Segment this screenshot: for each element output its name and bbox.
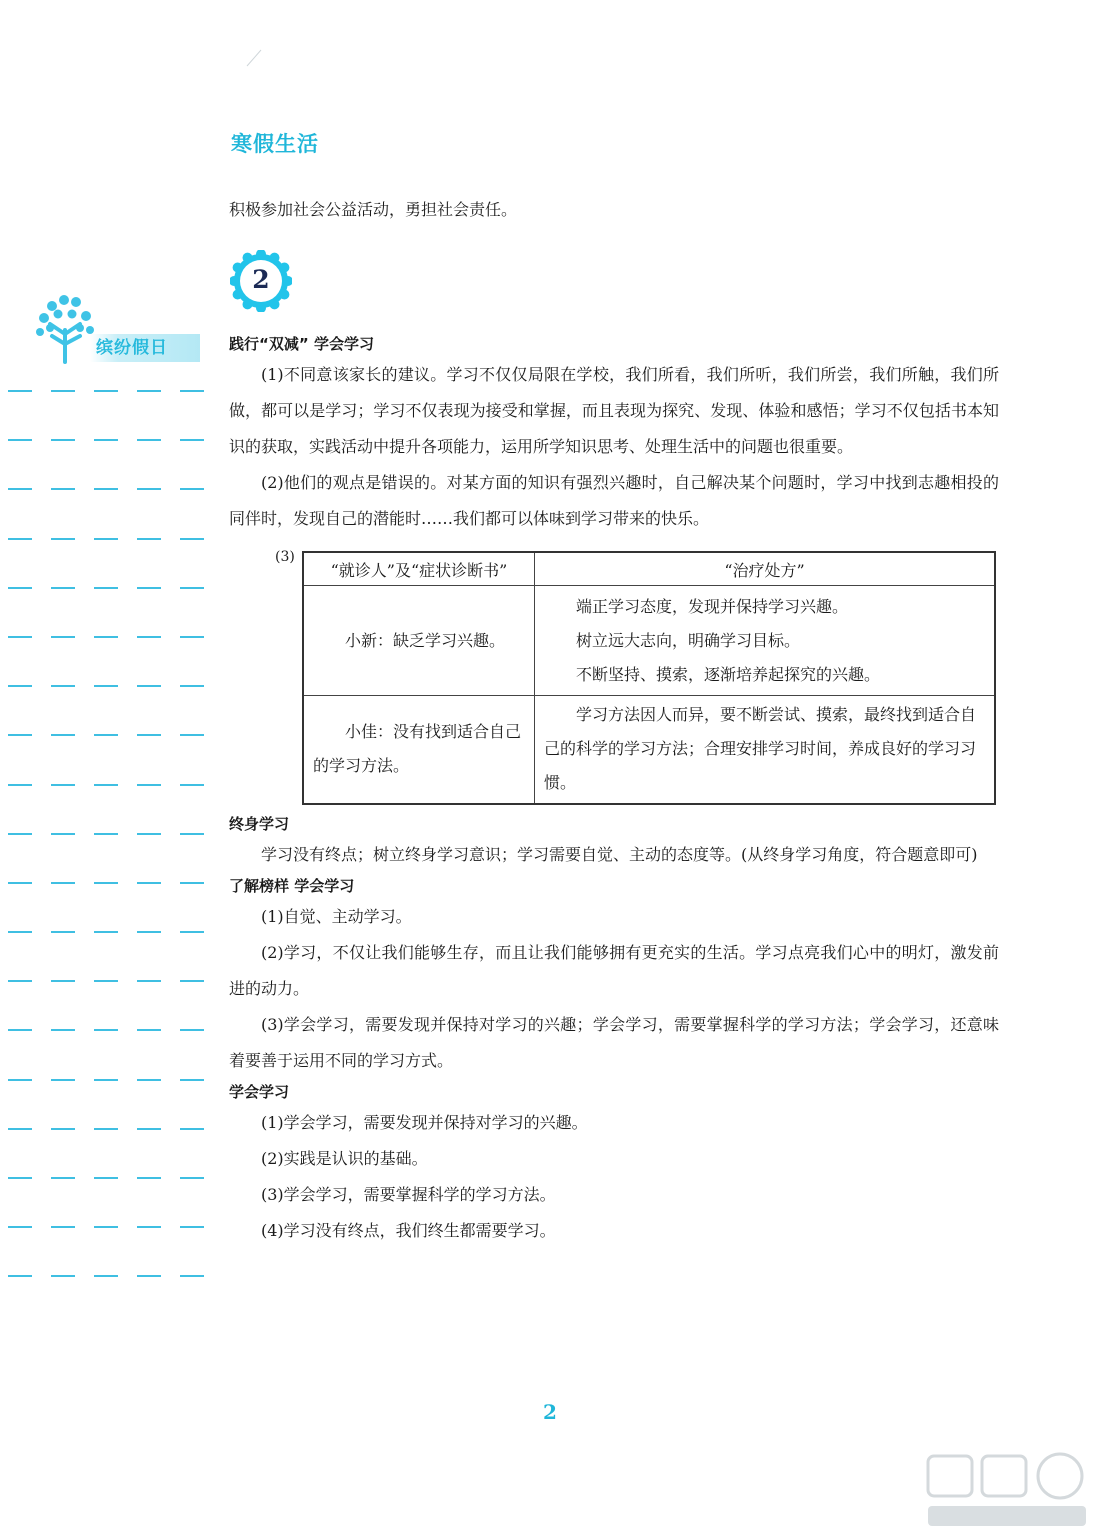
treatment-line: 树立远大志向，明确学习目标。 <box>576 630 801 650</box>
answer-paragraph: (1)学会学习，需要发现并保持对学习的兴趣。 <box>261 1113 588 1132</box>
treatment-line: 不断坚持、摸索，逐渐培养起探究的兴趣。 <box>576 664 881 684</box>
table-row <box>303 696 995 804</box>
answer-paragraph: 学习没有终点；树立终身学习意识；学习需要自觉、主动的态度等。(从终身学习角度，符合题意即可) <box>261 845 978 864</box>
note-line <box>8 488 208 537</box>
section-role-model <box>229 873 999 1079</box>
page-number: 2 <box>543 1400 557 1424</box>
answer-paragraph: (3)学会学习，需要发现并保持对学习的兴趣；学会学习，需要掌握科学的学习方法；学会学习，还意味着要善于运用不同的学习方式。 <box>229 1015 999 1070</box>
sidebar-label: 缤纷假日 <box>90 334 200 362</box>
table-label: (3) <box>275 549 295 565</box>
section-heading: 终身学习 <box>229 815 290 833</box>
note-line <box>8 390 208 439</box>
note-line <box>8 636 208 685</box>
section-heading: 学会学习 <box>229 1083 290 1101</box>
diagnosis-cell: 小新：缺乏学习兴趣。 <box>303 586 535 696</box>
section-practice <box>229 331 999 537</box>
treatment-cell <box>535 696 996 804</box>
intro-text: 积极参加社会公益活动，勇担社会责任。 <box>229 200 518 219</box>
note-lines <box>8 390 208 1325</box>
note-line <box>8 1177 208 1226</box>
note-line <box>8 538 208 587</box>
note-line <box>8 1079 208 1128</box>
answer-paragraph: (4)学习没有终点，我们终生都需要学习。 <box>261 1221 556 1240</box>
note-line <box>8 1128 208 1177</box>
watermark-logo <box>922 1450 1092 1532</box>
note-line <box>8 1275 208 1324</box>
note-line <box>8 1226 208 1275</box>
answer-paragraph: (3)学会学习，需要掌握科学的学习方法。 <box>261 1185 556 1204</box>
answer-paragraph: (2)实践是认识的基础。 <box>261 1149 428 1168</box>
section-title: 寒假生活 <box>231 132 319 156</box>
note-line <box>8 784 208 833</box>
note-line <box>8 734 208 783</box>
note-line <box>8 1029 208 1078</box>
answer-paragraph: (1)不同意该家长的建议。学习不仅仅局限在学校，我们所看，我们所听，我们所尝，我们所触，我们所做，都可以是学习；学习不仅表现为接受和掌握，而且表现为探究、发现、体验和感悟；学习不仅包括书本知识的获取，实践活动中提升各项能力，运用所学知识思考、处理生活中的问题也很重要。 <box>229 365 999 456</box>
treatment-cell <box>535 586 996 696</box>
note-line <box>8 833 208 882</box>
section-heading: 践行“双减” 学会学习 <box>229 335 374 353</box>
main-content <box>229 331 999 1249</box>
prescription-table <box>302 551 996 805</box>
table-header-cell: “就诊人”及“症状诊断书” <box>303 552 535 586</box>
scribble-mark <box>245 48 263 68</box>
section-learn-to-learn <box>229 1079 999 1249</box>
note-line <box>8 882 208 931</box>
section-heading: 了解榜样 学会学习 <box>229 877 355 895</box>
table-row <box>303 586 995 696</box>
prescription-table-block <box>229 547 999 801</box>
lesson-number: 2 <box>252 265 270 294</box>
table-header-cell: “治疗处方” <box>535 552 996 586</box>
note-line <box>8 439 208 488</box>
lesson-number-badge <box>230 250 292 312</box>
note-line <box>8 980 208 1029</box>
note-line <box>8 931 208 980</box>
answer-paragraph: (2)他们的观点是错误的。对某方面的知识有强烈兴趣时，自己解决某个问题时，学习中找到志趣相投的同伴时，发现自己的潜能时……我们都可以体味到学习带来的快乐。 <box>229 473 999 528</box>
table-header-row <box>303 552 995 586</box>
note-line <box>8 587 208 636</box>
answer-paragraph: (1)自觉、主动学习。 <box>261 907 412 926</box>
diagnosis-cell: 小佳：没有找到适合自己的学习方法。 <box>303 696 535 804</box>
note-line <box>8 685 208 734</box>
treatment-line: 学习方法因人而异，要不断尝试、摸索，最终找到适合自己的科学的学习方法；合理安排学习时间，养成良好的学习习惯。 <box>544 705 977 793</box>
section-lifelong <box>229 811 999 873</box>
treatment-line: 端正学习态度，发现并保持学习兴趣。 <box>576 596 849 616</box>
answer-paragraph: (2)学习，不仅让我们能够生存，而且让我们能够拥有更充实的生活。学习点亮我们心中的明灯，激发前进的动力。 <box>229 943 999 998</box>
